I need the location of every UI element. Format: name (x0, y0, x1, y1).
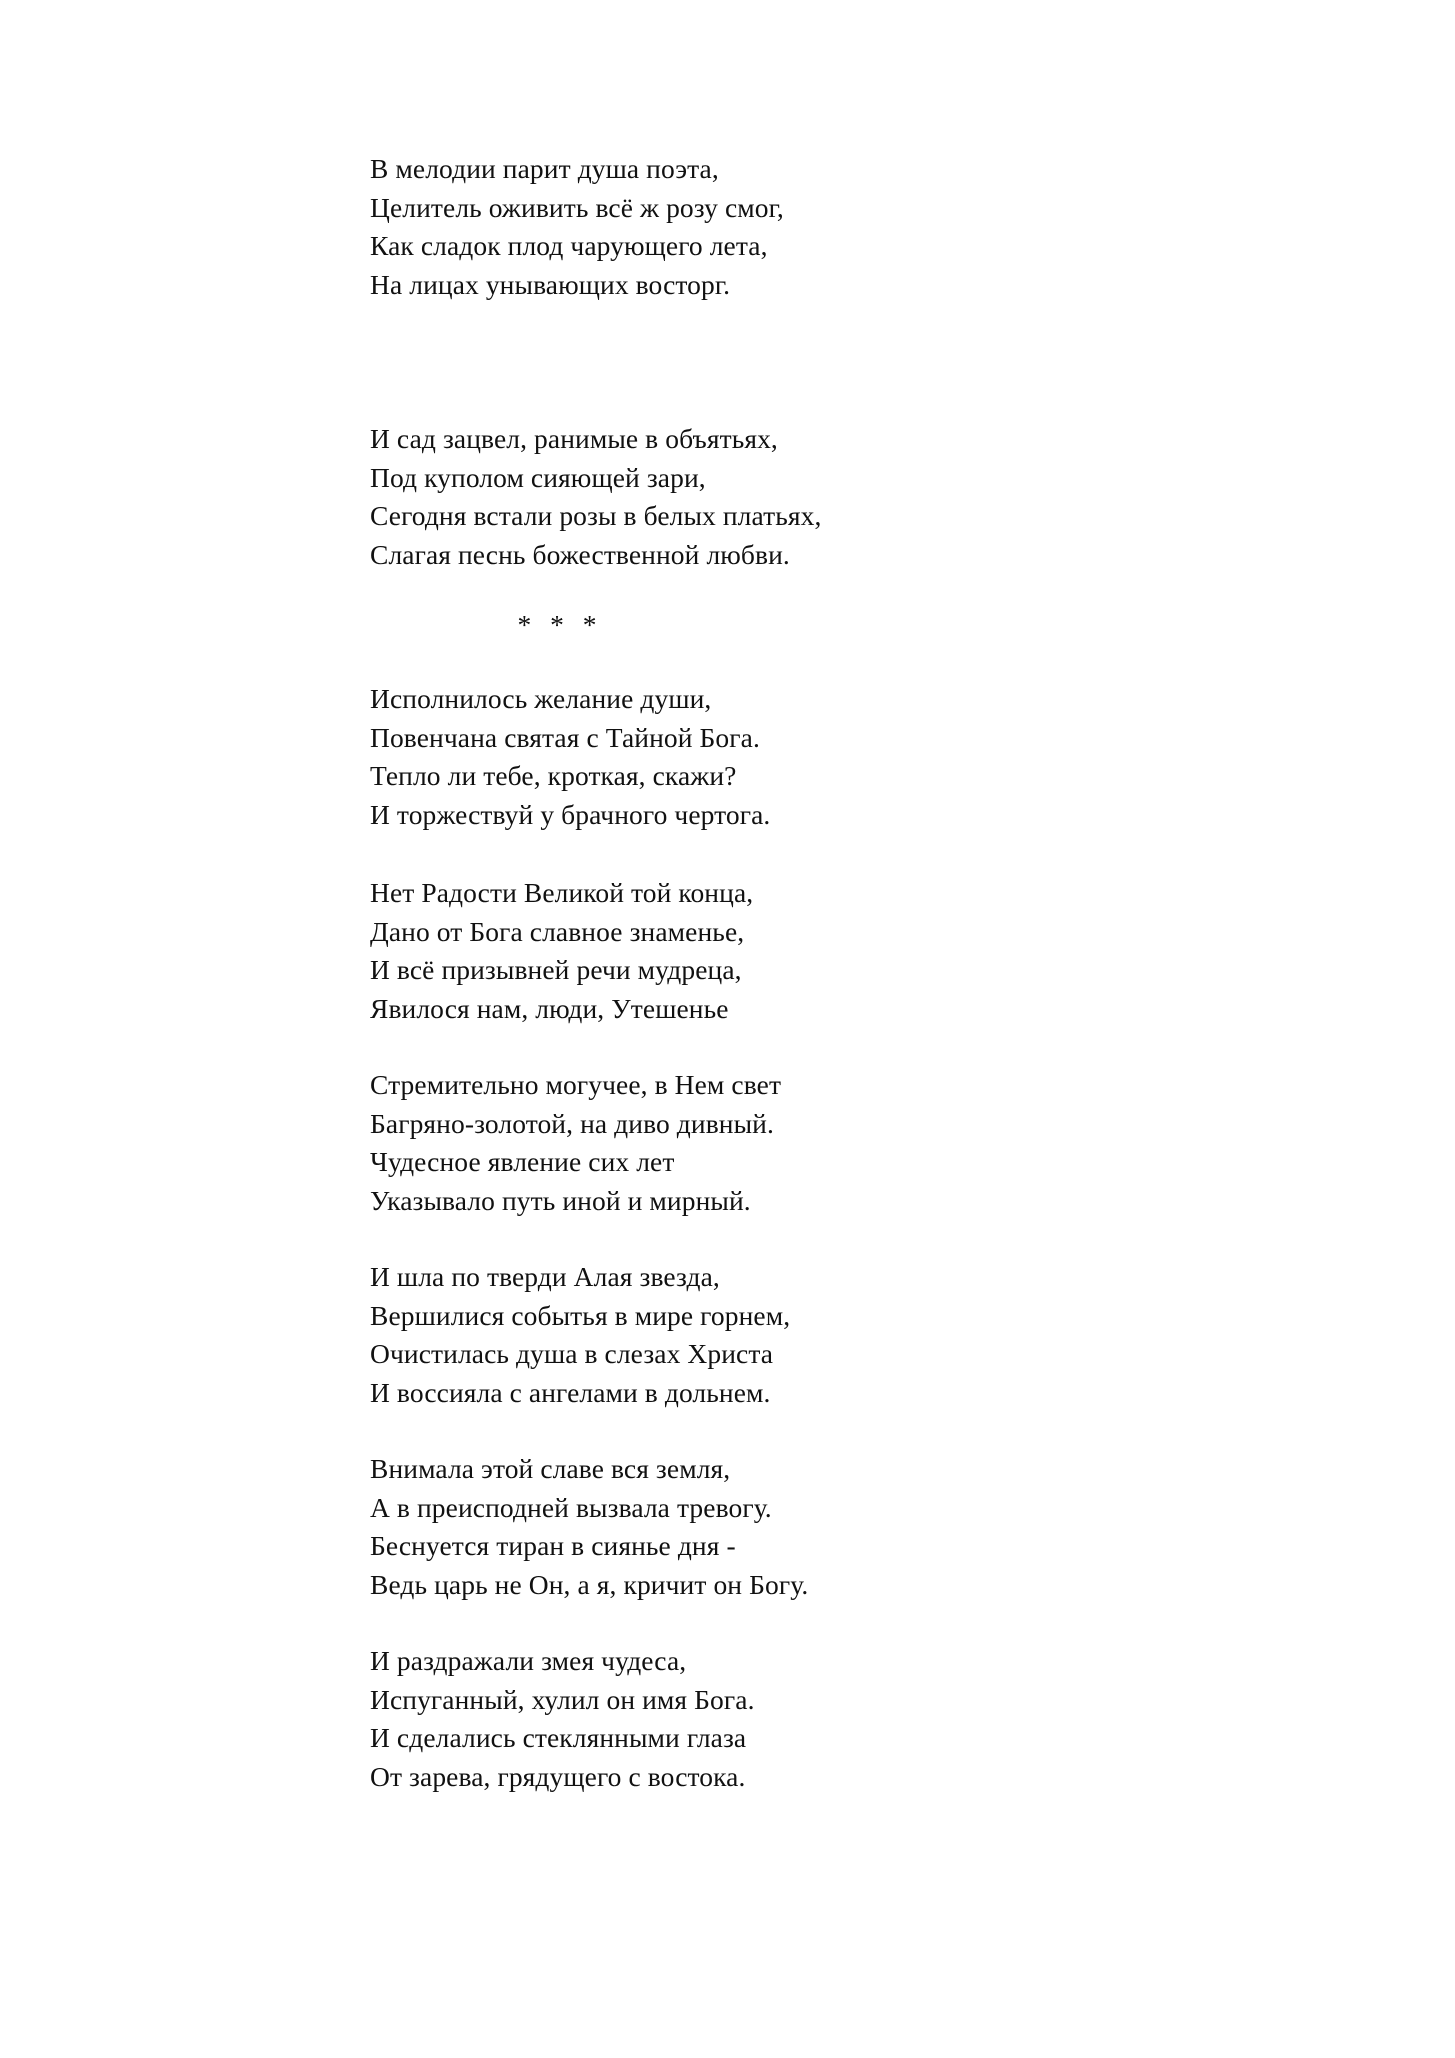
verse-line: Как сладок плод чарующего лета, (370, 230, 768, 261)
stanza-6 (370, 1258, 1270, 1412)
verse-line: Багряно-золотой, на диво дивный. (370, 1107, 774, 1139)
verse-line: Тепло ли тебе, кроткая, скажи? (370, 760, 737, 791)
verse-line: И всё призывней речи мудреца, (370, 954, 742, 985)
verse-line: Целитель оживить всё ж розу смог, (370, 191, 784, 223)
verse-line: А в преисподней вызвала тревогу. (370, 1491, 772, 1523)
verse-line: Слагая песнь божественной любви. (370, 538, 790, 570)
section-separator: * * * (517, 609, 603, 640)
separator-gap-top (370, 574, 1270, 610)
verse-line: Явилося нам, люди, Утешенье (370, 992, 729, 1024)
stanza-gap (370, 1028, 1270, 1066)
stanza-gap (370, 304, 1270, 420)
verse-line: Повенчана святая с Тайной Бога. (370, 721, 760, 753)
verse-line: И шла по тверди Алая звезда, (370, 1261, 720, 1292)
verse-line: Дано от Бога славное знаменье, (370, 915, 745, 947)
stanza-gap (370, 834, 1270, 874)
stanza-1 (370, 150, 1270, 304)
verse-line: Очистилась душа в слезах Христа (370, 1338, 774, 1369)
verse-line: Указывало путь иной и мирный. (370, 1184, 751, 1216)
verse-line: Нет Радости Великой той конца, (370, 877, 754, 908)
stanza-gap (370, 1220, 1270, 1258)
stanza-7 (370, 1450, 1270, 1604)
verse-line: Сегодня встали розы в белых платьях, (370, 500, 822, 531)
stanza-4 (370, 874, 1270, 1028)
verse-line: Ведь царь не Он, а я, кричит он Богу. (370, 1568, 809, 1600)
verse-line: И сад зацвел, ранимые в объятьях, (370, 423, 778, 454)
verse-line: Под куполом сияющей зари, (370, 461, 706, 493)
verse-line: Стремительно могучее, в Нем свет (370, 1069, 782, 1100)
verse-line: И раздражали змея чудеса, (370, 1645, 687, 1676)
verse-line: Вершилися событья в мире горнем, (370, 1299, 791, 1331)
verse-line: Исполнилось желание души, (370, 683, 712, 714)
poem-text-body (370, 150, 1270, 1796)
verse-line: И сделались стеклянными глаза (370, 1722, 747, 1753)
verse-line: Чудесное явление сих лет (370, 1146, 675, 1177)
verse-line: От зарева, грядущего с востока. (370, 1760, 746, 1792)
verse-line: В мелодии парит душа поэта, (370, 153, 719, 184)
stanza-gap (370, 1604, 1270, 1642)
verse-line: И воссияла с ангелами в дольнем. (370, 1376, 771, 1408)
separator-gap-bottom (370, 640, 1270, 680)
stanza-8 (370, 1642, 1270, 1796)
verse-line: Внимала этой славе вся земля, (370, 1453, 731, 1484)
verse-line: На лицах унывающих восторг. (370, 268, 731, 300)
stanza-5 (370, 1066, 1270, 1220)
stanza-gap (370, 1412, 1270, 1450)
verse-line: И торжествуй у брачного чертога. (370, 798, 771, 830)
verse-line: Беснуется тиран в сиянье дня - (370, 1530, 736, 1561)
verse-line: Испуганный, хулил он имя Бога. (370, 1683, 755, 1715)
stanza-2 (370, 420, 1270, 574)
stanza-3 (370, 680, 1270, 834)
